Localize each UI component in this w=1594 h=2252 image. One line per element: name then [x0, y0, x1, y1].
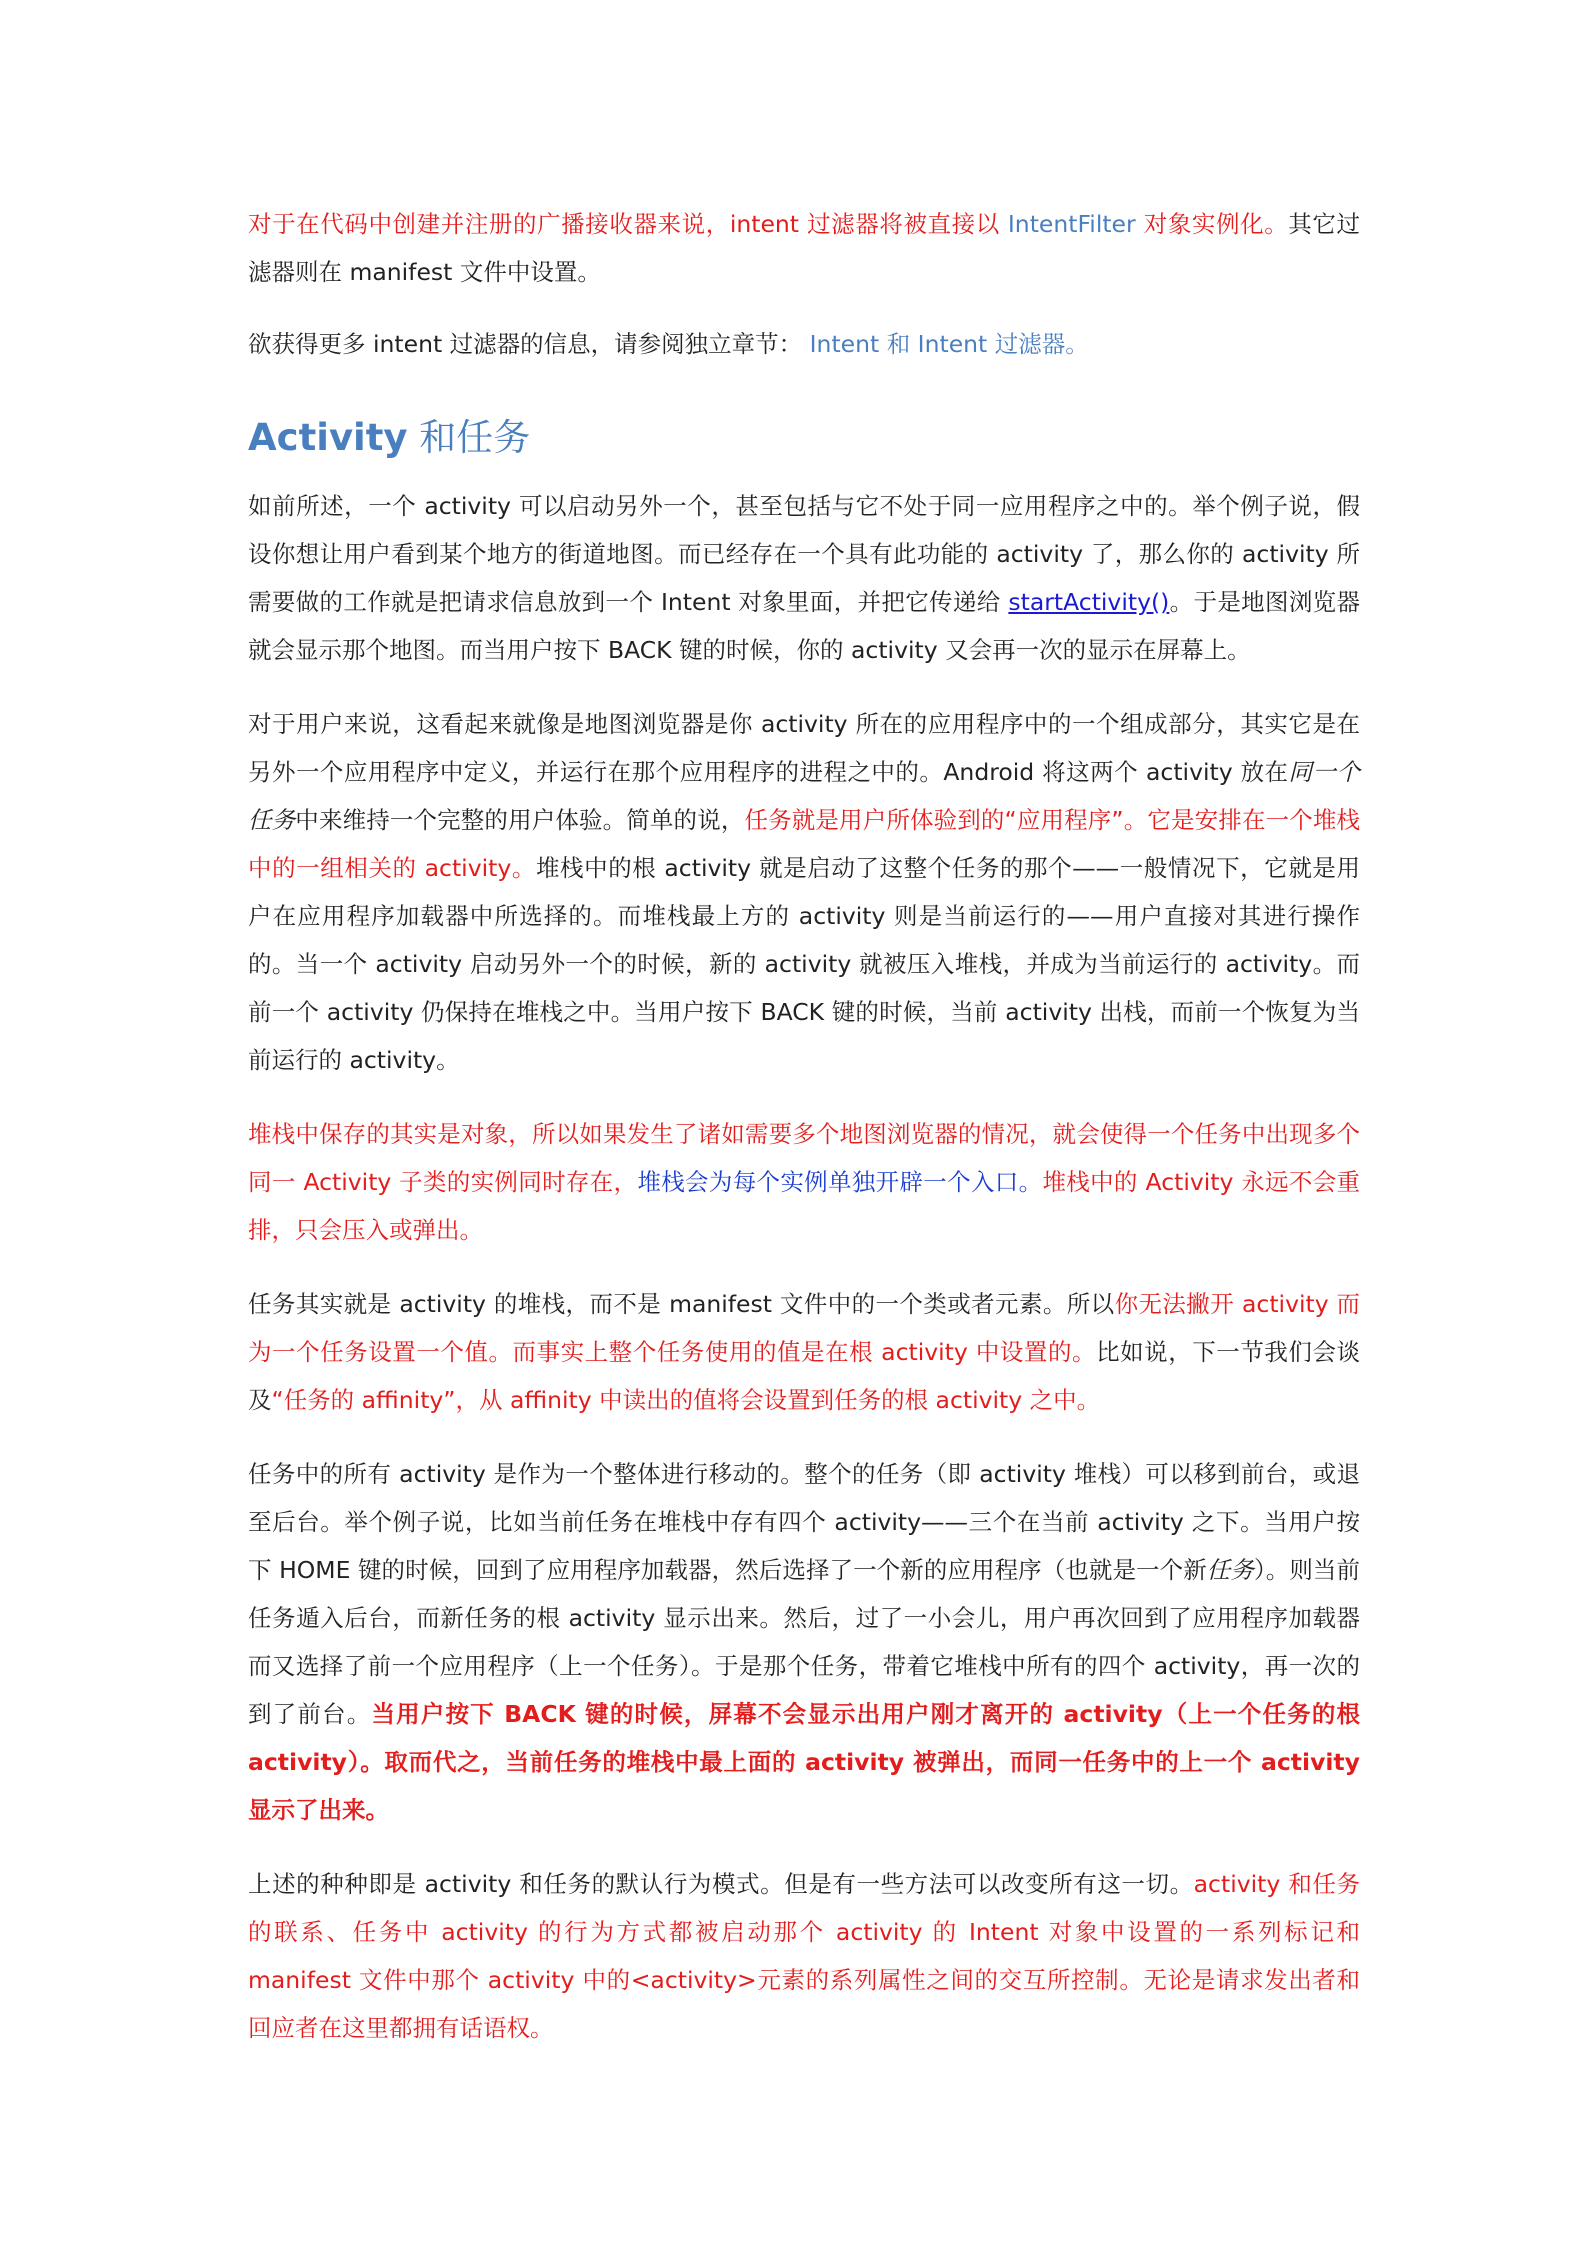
paragraph-receiver-filters	[248, 200, 1360, 296]
italic-text: 同一个任务	[248, 758, 1361, 834]
red-text: 你无法撇开 activity 而为一个任务设置一个值。而事实上整个任务使用的值是在根 activity 中设置的。	[248, 1290, 1361, 1366]
body-text: 。于是地图浏览器就会显示那个地图。而当用户按下 BACK 键的时候，你的 activity 又会再一次的显示在屏幕上。	[248, 588, 1361, 664]
paragraph-default-behavior	[248, 1860, 1360, 2052]
red-text: “任务的 affinity”，从 affinity 中读出的值将会设置到任务的根 activity 之中。	[271, 1386, 1101, 1414]
punctuation: 。	[1065, 330, 1089, 358]
document-page	[248, 200, 1360, 2078]
red-text: 堆栈中的 Activity 永远不会重排，只会压入或弹出。	[248, 1168, 1361, 1244]
heading-cjk: 和任务	[407, 416, 531, 459]
body-text: 中来维持一个完整的用户体验。简单的说，	[295, 806, 745, 834]
red-text: activity 和任务的联系、任务中 activity 的行为方式都被启动那个 activity 的 Intent 对象中设置的一系列标记和 manifest 文件中那个 activity 中的<activity>元素的系列属性之间的交互所控制。无论是请求发出者和回应者在这里都拥有话语权。	[248, 1870, 1360, 2042]
body-text: 上述的种种即是 activity 和任务的默认行为模式。但是有一些方法可以改变所有这一切。	[248, 1870, 1194, 1898]
body-text: 如前所述，一个 activity 可以启动另外一个，甚至包括与它不处于同一应用程序之中的。举个例子说，假设你想让用户看到某个地方的街道地图。而已经存在一个具有此功能的 activity 了，那么你的 activity 所需要做的工作就是把请求信息放到一个 Intent 对象里面，并把它传递给	[248, 492, 1360, 616]
heading-latin: Activity	[248, 416, 408, 459]
body-text: 任务中的所有 activity 是作为一个整体进行移动的。整个的任务（即 activity 堆栈）可以移到前台，或退至后台。举个例子说，比如当前任务在堆栈中存有四个 activity——三个在当前 activity 之下。当用户按下 HOME 键的时候，回到了应用程序加载器，然后选择了一个新的应用程序（也就是一个新	[248, 1460, 1360, 1584]
paragraph-task-definition	[248, 700, 1360, 1084]
paragraph-task-movement	[248, 1450, 1360, 1834]
paragraph-map-example	[248, 482, 1360, 674]
paragraph-more-info	[248, 320, 1360, 368]
blue-text: 堆栈会为每个实例单独开辟一个入口。	[637, 1168, 1043, 1196]
italic-text: 任务	[1206, 1556, 1254, 1584]
red-text: 堆栈中保存的其实是对象，所以如果发生了诸如需要多个地图浏览器的情况，就会使得一个任务中出现多个同一 Activity 子类的实例同时存在，	[248, 1120, 1360, 1196]
red-text: 任务就是用户所体验到的“应用程序”。它是安排在一个堆栈中的一组相关的 activity。	[248, 806, 1361, 882]
link-intent-filters-chapter[interactable]: Intent 和 Intent 过滤器	[809, 330, 1066, 358]
body-text: 对于用户来说，这看起来就像是地图浏览器是你 activity 所在的应用程序中的一个组成部分，其实它是在另外一个应用程序中定义，并运行在那个应用程序的进程之中的。Android 将这两个 activity 放在	[248, 710, 1360, 786]
body-text: 堆栈中的根 activity 就是启动了这整个任务的那个——一般情况下，它就是用户在应用程序加载器中所选择的。而堆栈最上方的 activity 则是当前运行的——用户直接对其进行操作的。当一个 activity 启动另外一个的时候，新的 activity 就被压入堆栈，并成为当前运行的 activity。而前一个 activity 仍保持在堆栈之中。当用户按下 BACK 键的时候，当前 activity 出栈，而前一个恢复为当前运行的 activity。	[248, 854, 1361, 1074]
startactivity-link[interactable]: startActivity()	[1008, 588, 1170, 616]
paragraph-stack-objects	[248, 1110, 1360, 1254]
class-name-intentfilter: IntentFilter	[1007, 210, 1136, 238]
red-text: 对象实例化。	[1135, 210, 1289, 238]
red-bold-text: 当用户按下 BACK 键的时候，屏幕不会显示出用户刚才离开的 activity（上一个任务的根 activity）。取而代之，当前任务的堆栈中最上面的 activity 被弹出，而同一任务中的上一个 activity 显示了出来。	[248, 1700, 1361, 1824]
body-text: 欲获得更多 intent 过滤器的信息，请参阅独立章节：	[248, 330, 810, 358]
body-text: 其它过滤器则在 manifest 文件中设置。	[248, 210, 1360, 286]
body-text: ）。则当前任务遁入后台，而新任务的根 activity 显示出来。然后，过了一小会儿，用户再次回到了应用程序加载器而又选择了前一个应用程序（上一个任务）。于是那个任务，带着它堆栈中所有的四个 activity，再一次的到了前台。	[248, 1556, 1360, 1728]
section-heading	[248, 408, 1360, 468]
red-text: 对于在代码中创建并注册的广播接收器来说，intent 过滤器将被直接以	[248, 210, 1008, 238]
paragraph-task-values	[248, 1280, 1360, 1424]
body-text: 任务其实就是 activity 的堆栈，而不是 manifest 文件中的一个类或者元素。所以	[248, 1290, 1115, 1318]
body-text: 比如说，下一节我们会谈及	[248, 1338, 1361, 1414]
